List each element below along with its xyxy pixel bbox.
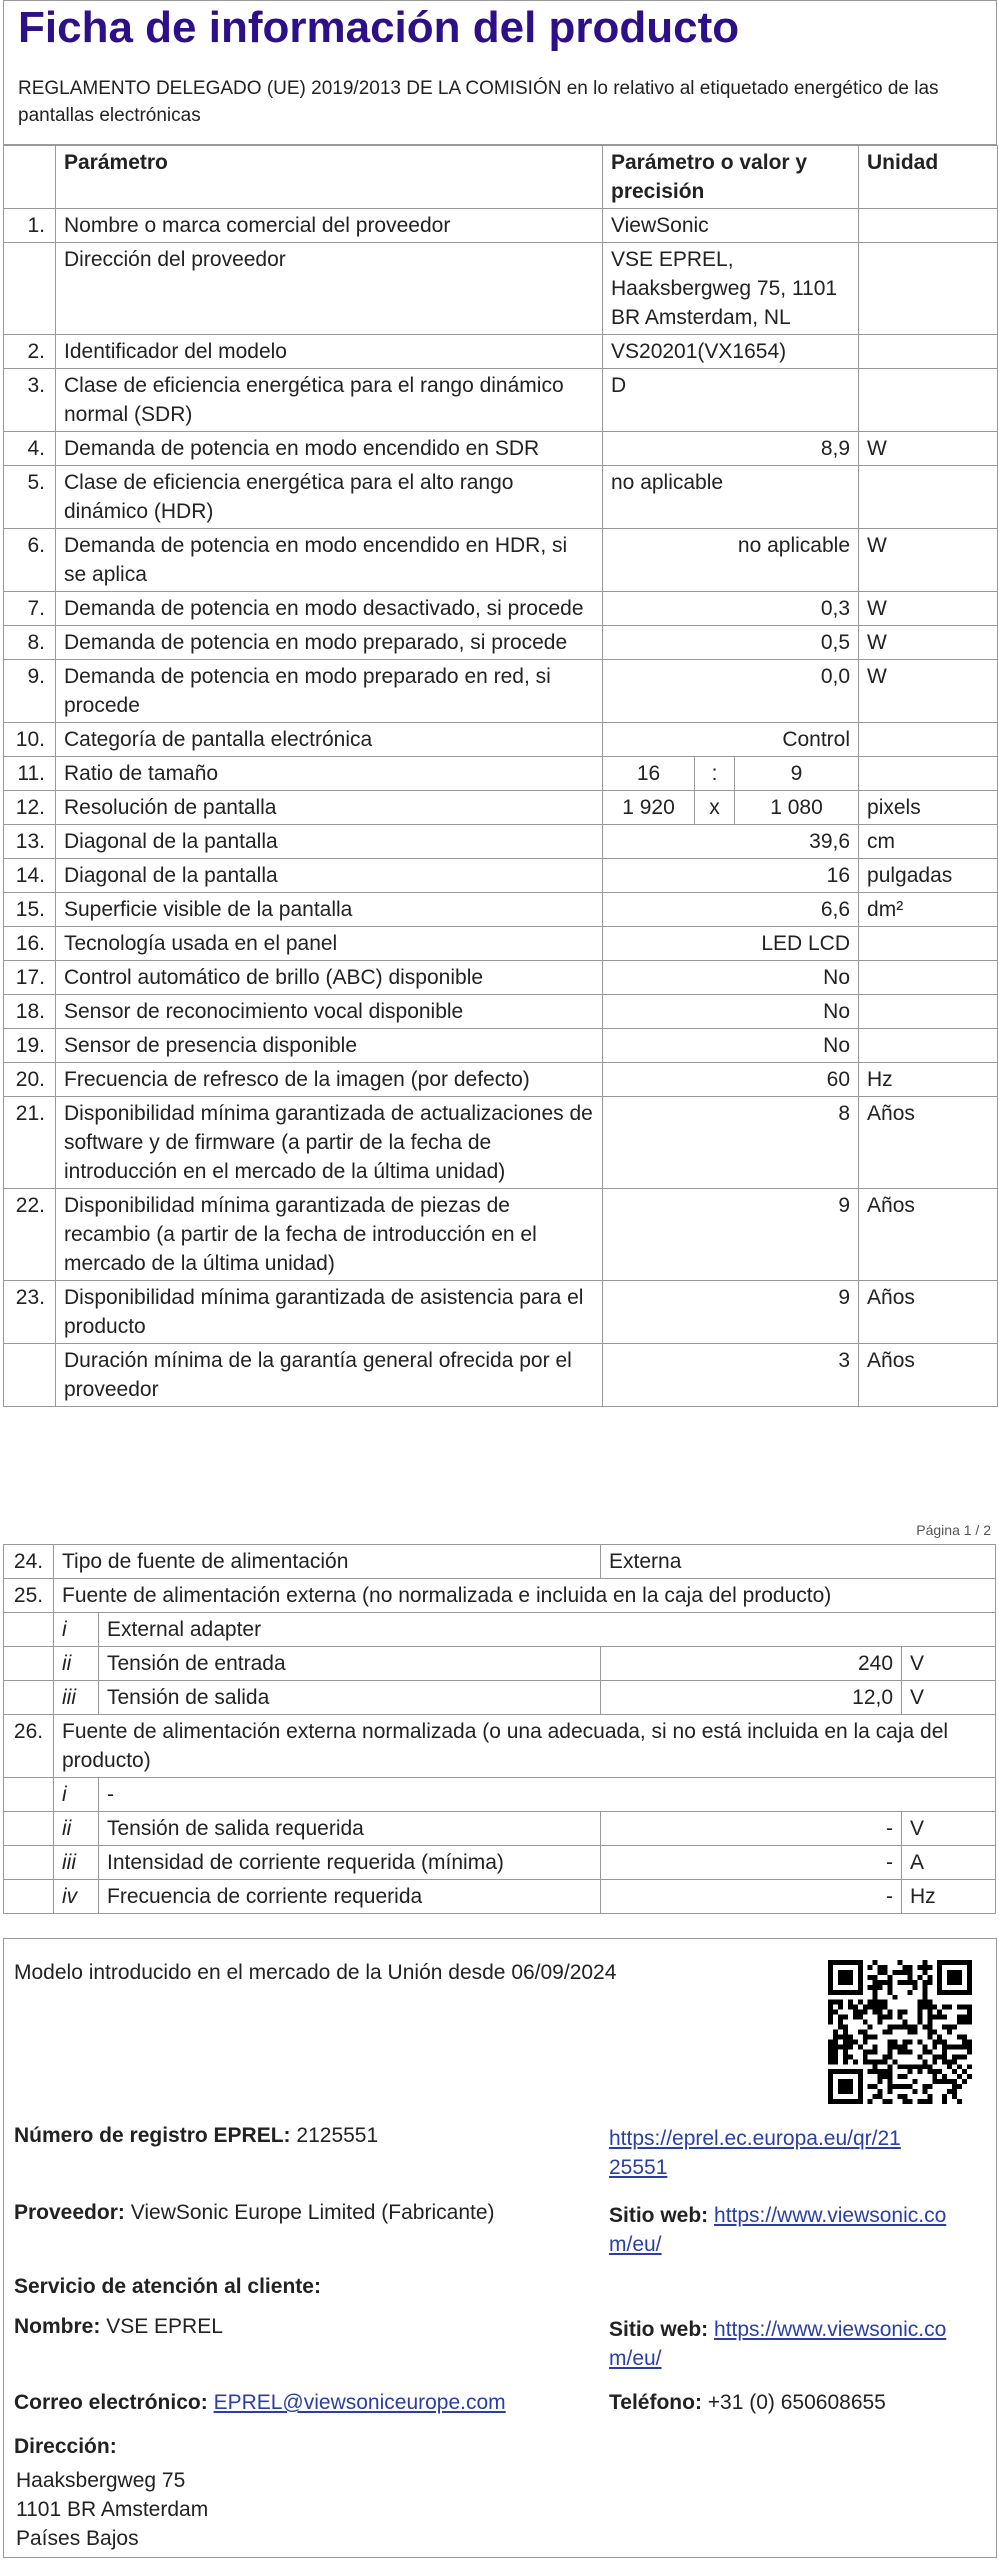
- customer-service-heading: Servicio de atención al cliente:: [14, 2275, 321, 2298]
- row-number: 20.: [4, 1063, 56, 1097]
- table-row: [4, 1281, 998, 1344]
- row-value-left: 16: [603, 757, 695, 791]
- row-parameter: Duración mínima de la garantía general ofrecida por el proveedor: [56, 1344, 603, 1407]
- row-value: 16: [603, 859, 859, 893]
- subrow-label: External adapter: [99, 1613, 996, 1647]
- row-parameter: Disponibilidad mínima garantizada de piezas de recambio (a partir de la fecha de introducción en el mercado de la última unidad): [56, 1189, 603, 1281]
- table-subrow: [4, 1778, 996, 1812]
- row-parameter: Fuente de alimentación externa normalizada (o una adecuada, si no está incluida en la caja del producto): [54, 1715, 996, 1778]
- row-parameter: Sensor de reconocimiento vocal disponible: [56, 995, 603, 1029]
- row-number: [4, 1647, 54, 1681]
- row-parameter: Nombre o marca comercial del proveedor: [56, 209, 603, 243]
- row-parameter: Demanda de potencia en modo desactivado, si procede: [56, 592, 603, 626]
- row-number: 23.: [4, 1281, 56, 1344]
- subrow-index: ii: [54, 1647, 99, 1681]
- address-line: Haaksbergweg 75: [16, 2469, 186, 2492]
- row-parameter: Diagonal de la pantalla: [56, 859, 603, 893]
- row-value-right: 9: [735, 757, 859, 791]
- row-parameter: Superficie visible de la pantalla: [56, 893, 603, 927]
- row-parameter: Demanda de potencia en modo preparado, si procede: [56, 626, 603, 660]
- row-value: 8: [603, 1097, 859, 1189]
- table-row: [4, 466, 998, 529]
- product-info-table: [3, 145, 998, 1407]
- row-parameter: Tecnología usada en el panel: [56, 927, 603, 961]
- table-row: [4, 1063, 998, 1097]
- table-row: [4, 927, 998, 961]
- subrow-unit: V: [902, 1681, 996, 1715]
- row-unit: W: [859, 529, 998, 592]
- row-unit: W: [859, 592, 998, 626]
- row-unit: Años: [859, 1281, 998, 1344]
- table-subrow: [4, 1846, 996, 1880]
- row-unit: pixels: [859, 791, 998, 825]
- row-value: 0,3: [603, 592, 859, 626]
- website-url-line-1[interactable]: https://www.viewsonic.co: [714, 2204, 947, 2227]
- row-number: [4, 243, 56, 335]
- table-row: [4, 209, 998, 243]
- name-value: VSE EPREL: [106, 2315, 223, 2338]
- row-parameter: Clase de eficiencia energética para el rango dinámico normal (SDR): [56, 369, 603, 432]
- row-unit: pulgadas: [859, 859, 998, 893]
- row-unit: [859, 995, 998, 1029]
- subrow-unit: V: [902, 1812, 996, 1846]
- row-value: No: [603, 1029, 859, 1063]
- row-value: 9: [603, 1189, 859, 1281]
- row-unit: cm: [859, 825, 998, 859]
- phone-label: Teléfono:: [609, 2391, 702, 2414]
- row-value: no aplicable: [603, 529, 859, 592]
- table-row: [4, 1029, 998, 1063]
- row-number: 3.: [4, 369, 56, 432]
- contact-name-row: [14, 2315, 223, 2339]
- row-value: 60: [603, 1063, 859, 1097]
- page-subtitle: REGLAMENTO DELEGADO (UE) 2019/2013 DE LA COMISIÓN en lo relativo al etiquetado energético de las pantallas electrónicas: [18, 78, 939, 126]
- address-line: 1101 BR Amsterdam: [16, 2498, 209, 2521]
- page-number: Página 1 / 2: [916, 1522, 991, 1538]
- row-value: 3: [603, 1344, 859, 1407]
- header-cell-parameter: Parámetro: [56, 146, 603, 209]
- row-value-separator: x: [695, 791, 735, 825]
- page-header: [3, 0, 997, 145]
- row-value: D: [603, 369, 859, 432]
- row-number: 21.: [4, 1097, 56, 1189]
- page-title: Ficha de información del producto: [18, 3, 740, 52]
- row-parameter: Clase de eficiencia energética para el alto rango dinámico (HDR): [56, 466, 603, 529]
- row-unit: W: [859, 626, 998, 660]
- table-row: [4, 660, 998, 723]
- row-number: 24.: [4, 1545, 54, 1579]
- row-value-left: 1 920: [603, 791, 695, 825]
- row-number: 14.: [4, 859, 56, 893]
- row-unit: [859, 1029, 998, 1063]
- table-subrow: [4, 1812, 996, 1846]
- subrow-value: 240: [601, 1647, 902, 1681]
- row-number: [4, 1812, 54, 1846]
- subrow-label: Intensidad de corriente requerida (mínima): [99, 1846, 601, 1880]
- eprel-registration: [14, 2124, 378, 2148]
- eprel-number: 2125551: [296, 2124, 379, 2147]
- table-row: [4, 432, 998, 466]
- row-number: 4.: [4, 432, 56, 466]
- row-parameter: Demanda de potencia en modo encendido en HDR, si se aplica: [56, 529, 603, 592]
- website-url-line-1[interactable]: https://www.viewsonic.co: [714, 2318, 947, 2341]
- supplier-row: [14, 2201, 495, 2225]
- table-row: [4, 1344, 998, 1407]
- table-row: [4, 859, 998, 893]
- row-value: 0,5: [603, 626, 859, 660]
- eprel-link[interactable]: [609, 2124, 901, 2182]
- row-parameter: Dirección del proveedor: [56, 243, 603, 335]
- row-value: VS20201(VX1654): [603, 335, 859, 369]
- table-row: [4, 1579, 996, 1613]
- row-unit: [859, 243, 998, 335]
- row-value: Externa: [601, 1545, 996, 1579]
- row-number: 22.: [4, 1189, 56, 1281]
- subrow-unit: V: [902, 1647, 996, 1681]
- table-row: [4, 335, 998, 369]
- table-header-row: [4, 146, 998, 209]
- header-cell-number: [4, 146, 56, 209]
- row-unit: Hz: [859, 1063, 998, 1097]
- row-unit: [859, 927, 998, 961]
- table-row: [4, 529, 998, 592]
- row-parameter: Disponibilidad mínima garantizada de actualizaciones de software y de firmware (a partir de la fecha de introducción en el mercado de la última unidad): [56, 1097, 603, 1189]
- row-number: 26.: [4, 1715, 54, 1778]
- table-subrow: [4, 1613, 996, 1647]
- subrow-index: iii: [54, 1681, 99, 1715]
- header-cell-value: Parámetro o valor y precisión: [603, 146, 859, 209]
- row-number: [4, 1613, 54, 1647]
- row-parameter: Categoría de pantalla electrónica: [56, 723, 603, 757]
- row-parameter: Control automático de brillo (ABC) disponible: [56, 961, 603, 995]
- row-value: VSE EPREL, Haaksbergweg 75, 1101 BR Amsterdam, NL: [603, 243, 859, 335]
- subrow-label: Tensión de salida requerida: [99, 1812, 601, 1846]
- table-row: [4, 723, 998, 757]
- subrow-unit: Hz: [902, 1880, 996, 1914]
- row-number: 2.: [4, 335, 56, 369]
- row-parameter: Sensor de presencia disponible: [56, 1029, 603, 1063]
- phone-row: [609, 2391, 886, 2415]
- table-row: [4, 1097, 998, 1189]
- table-row: [4, 626, 998, 660]
- subrow-index: i: [54, 1778, 99, 1812]
- table-row: [4, 791, 998, 825]
- email-row: [14, 2391, 506, 2415]
- row-value: 9: [603, 1281, 859, 1344]
- website-label: Sitio web:: [609, 2318, 709, 2341]
- row-parameter: Tipo de fuente de alimentación: [54, 1545, 601, 1579]
- table-subrow: [4, 1681, 996, 1715]
- table-row: [4, 893, 998, 927]
- row-number: 25.: [4, 1579, 54, 1613]
- address-label: Dirección:: [14, 2435, 117, 2458]
- row-number: 8.: [4, 626, 56, 660]
- market-date-text: Modelo introducido en el mercado de la Unión desde 06/09/2024: [14, 1961, 617, 1984]
- row-number: [4, 1344, 56, 1407]
- row-number: 9.: [4, 660, 56, 723]
- row-unit: Años: [859, 1097, 998, 1189]
- subrow-value: -: [601, 1846, 902, 1880]
- subrow-unit: A: [902, 1846, 996, 1880]
- row-value: 0,0: [603, 660, 859, 723]
- table-row: [4, 757, 998, 791]
- row-unit: [859, 961, 998, 995]
- row-value: LED LCD: [603, 927, 859, 961]
- row-number: 12.: [4, 791, 56, 825]
- row-unit: dm²: [859, 893, 998, 927]
- table-row: [4, 961, 998, 995]
- row-value: 6,6: [603, 893, 859, 927]
- row-value-separator: :: [695, 757, 735, 791]
- row-number: 5.: [4, 466, 56, 529]
- row-value: 39,6: [603, 825, 859, 859]
- eprel-label: Número de registro EPREL:: [14, 2124, 291, 2147]
- row-unit: [859, 335, 998, 369]
- subrow-index: i: [54, 1613, 99, 1647]
- row-number: [4, 1880, 54, 1914]
- row-unit: W: [859, 660, 998, 723]
- row-parameter: Ratio de tamaño: [56, 757, 603, 791]
- row-value: ViewSonic: [603, 209, 859, 243]
- row-value: Control: [603, 723, 859, 757]
- row-parameter: Resolución de pantalla: [56, 791, 603, 825]
- row-parameter: Demanda de potencia en modo preparado en red, si procede: [56, 660, 603, 723]
- website-url-line-2[interactable]: m/eu/: [609, 2233, 662, 2256]
- supplier-value: ViewSonic Europe Limited (Fabricante): [130, 2201, 495, 2224]
- table-row: [4, 369, 998, 432]
- row-value: no aplicable: [603, 466, 859, 529]
- row-number: [4, 1846, 54, 1880]
- row-parameter: Disponibilidad mínima garantizada de asistencia para el producto: [56, 1281, 603, 1344]
- supplier-label: Proveedor:: [14, 2201, 125, 2224]
- row-parameter: Identificador del modelo: [56, 335, 603, 369]
- phone-value: +31 (0) 650608655: [707, 2391, 886, 2414]
- row-parameter: Fuente de alimentación externa (no normalizada e incluida en la caja del producto): [54, 1579, 996, 1613]
- header-cell-unit: Unidad: [859, 146, 998, 209]
- row-number: [4, 1778, 54, 1812]
- row-unit: Años: [859, 1344, 998, 1407]
- row-unit: [859, 466, 998, 529]
- row-number: 10.: [4, 723, 56, 757]
- row-number: 7.: [4, 592, 56, 626]
- row-value: 8,9: [603, 432, 859, 466]
- table-row: [4, 995, 998, 1029]
- subrow-label: Frecuencia de corriente requerida: [99, 1880, 601, 1914]
- table-row: [4, 243, 998, 335]
- name-label: Nombre:: [14, 2315, 101, 2338]
- subrow-index: iv: [54, 1880, 99, 1914]
- row-value: No: [603, 961, 859, 995]
- row-value: No: [603, 995, 859, 1029]
- service-website: [609, 2315, 946, 2373]
- row-unit: Años: [859, 1189, 998, 1281]
- row-parameter: Frecuencia de refresco de la imagen (por defecto): [56, 1063, 603, 1097]
- address-block: [16, 2466, 208, 2553]
- table-subrow: [4, 1647, 996, 1681]
- row-number: [4, 1681, 54, 1715]
- eprel-info-panel: [3, 1938, 997, 2558]
- row-unit: [859, 369, 998, 432]
- subrow-value: 12,0: [601, 1681, 902, 1715]
- website-label: Sitio web:: [609, 2204, 709, 2227]
- subrow-value: -: [601, 1812, 902, 1846]
- email-link[interactable]: EPREL@viewsoniceurope.com: [213, 2391, 506, 2414]
- subrow-label: Tensión de entrada: [99, 1647, 601, 1681]
- row-number: 15.: [4, 893, 56, 927]
- row-unit: [859, 209, 998, 243]
- subrow-index: iii: [54, 1846, 99, 1880]
- email-label: Correo electrónico:: [14, 2391, 208, 2414]
- eprel-url-line-2[interactable]: 25551: [609, 2156, 668, 2179]
- power-supply-table: [3, 1544, 996, 1914]
- subrow-value: -: [601, 1880, 902, 1914]
- subrow-label: -: [99, 1778, 996, 1812]
- subrow-label: Tensión de salida: [99, 1681, 601, 1715]
- row-value-right: 1 080: [735, 791, 859, 825]
- row-unit: [859, 723, 998, 757]
- row-number: 18.: [4, 995, 56, 1029]
- table-row: [4, 1189, 998, 1281]
- website-url-line-2[interactable]: m/eu/: [609, 2347, 662, 2370]
- table-subrow: [4, 1880, 996, 1914]
- row-number: 6.: [4, 529, 56, 592]
- subrow-index: ii: [54, 1812, 99, 1846]
- row-parameter: Diagonal de la pantalla: [56, 825, 603, 859]
- row-number: 16.: [4, 927, 56, 961]
- row-number: 17.: [4, 961, 56, 995]
- table-row: [4, 1715, 996, 1778]
- row-parameter: Demanda de potencia en modo encendido en SDR: [56, 432, 603, 466]
- table-row: [4, 825, 998, 859]
- row-unit: W: [859, 432, 998, 466]
- table-row: [4, 1545, 996, 1579]
- row-number: 1.: [4, 209, 56, 243]
- row-number: 11.: [4, 757, 56, 791]
- eprel-url-line-1[interactable]: https://eprel.ec.europa.eu/qr/21: [609, 2127, 901, 2150]
- row-number: 19.: [4, 1029, 56, 1063]
- row-number: 13.: [4, 825, 56, 859]
- table-row: [4, 592, 998, 626]
- supplier-website: [609, 2201, 946, 2259]
- qr-code-icon: [828, 1960, 972, 2104]
- row-unit: [859, 757, 998, 791]
- address-line: Países Bajos: [16, 2527, 139, 2550]
